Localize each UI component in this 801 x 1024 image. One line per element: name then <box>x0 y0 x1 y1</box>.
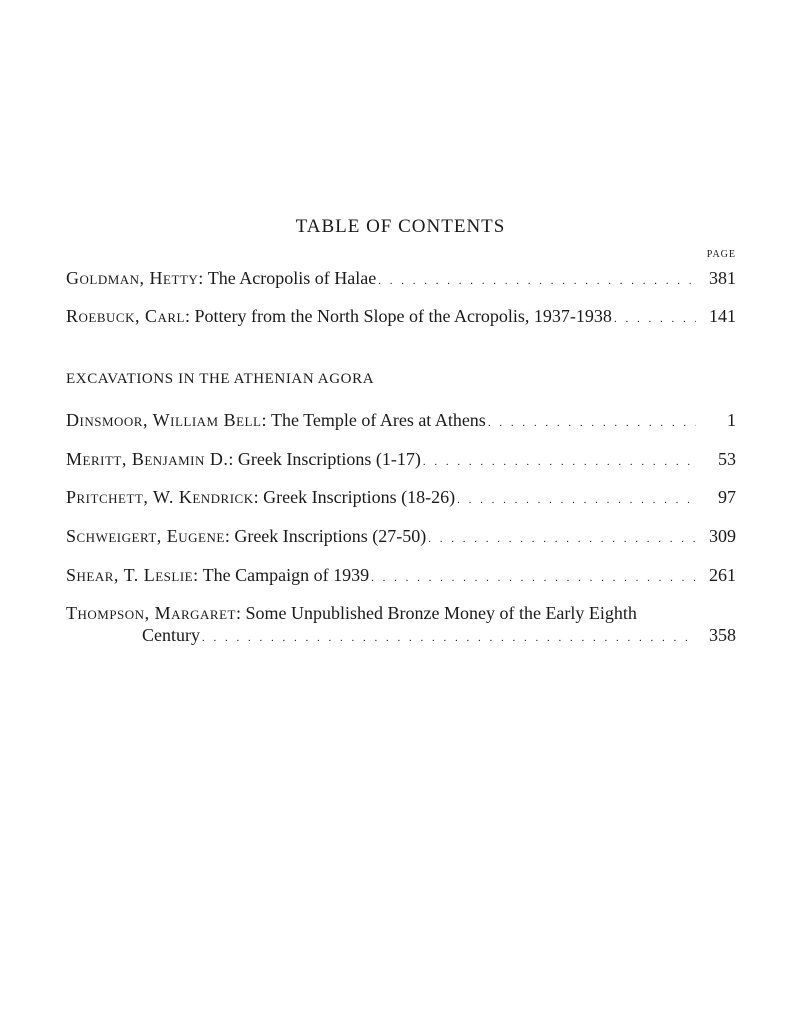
entry-author: Shear, T. Leslie <box>66 565 194 585</box>
entry-page-number: 309 <box>709 526 736 546</box>
entry-title: The Temple of Ares at Athens <box>270 410 486 430</box>
dot-leader <box>488 412 696 434</box>
dot-leader <box>371 567 696 589</box>
entry-author: Goldman, Hetty <box>66 268 199 288</box>
entry-page-number: 1 <box>727 410 736 430</box>
entry-author: Roebuck, Carl <box>66 306 185 326</box>
entry-author: Schweigert, Eugene <box>66 526 225 546</box>
entry-title-continuation: Century <box>142 625 200 645</box>
entry-title: The Campaign of 1939 <box>202 565 370 585</box>
dot-leader <box>423 451 696 473</box>
dot-leader <box>614 308 696 330</box>
dot-leader <box>378 270 696 292</box>
toc-entry: Dinsmoor, William Bell: The Temple of Ares at Athens . . . 1 <box>66 409 736 434</box>
toc-entry: Schweigert, Eugene: Greek Inscriptions (27-50) . . . 309 <box>66 525 736 550</box>
toc-entry: Pritchett, W. Kendrick: Greek Inscriptions (18-26) . . . 97 <box>66 486 736 511</box>
page-column-label: PAGE <box>706 249 736 260</box>
section-heading: EXCAVATIONS IN THE ATHENIAN AGORA <box>66 371 375 387</box>
entry-page-number: 358 <box>709 625 736 645</box>
entry-title: Greek Inscriptions (27-50) <box>234 526 427 546</box>
entry-page-number: 261 <box>709 565 736 585</box>
entry-author: Dinsmoor, William Bell <box>66 410 262 430</box>
dot-leader <box>428 528 696 550</box>
entry-author: Pritchett, W. Kendrick <box>66 487 254 507</box>
entry-page-number: 53 <box>718 449 736 469</box>
entry-page-number: 141 <box>709 306 736 326</box>
toc-entry: Roebuck, Carl: Pottery from the North Slope of the Acropolis, 1937-1938 . . . 141 <box>66 305 736 330</box>
entry-author: Meritt, Benjamin D. <box>66 449 229 469</box>
entry-title: Greek Inscriptions (18-26) <box>263 487 456 507</box>
page-title: TABLE OF CONTENTS <box>295 216 506 237</box>
entry-title: Pottery from the North Slope of the Acropolis, 1937-1938 <box>194 306 612 326</box>
entry-page-number: 381 <box>709 268 736 288</box>
toc-entry: Thompson, Margaret: Some Unpublished Bronze Money of the Early Eighth Century . . . 358 <box>66 602 736 649</box>
dot-leader <box>457 489 696 511</box>
toc-entry: Shear, T. Leslie: The Campaign of 1939 . . . 261 <box>66 564 736 589</box>
toc-entry: Meritt, Benjamin D.: Greek Inscriptions (1-17) . . . 53 <box>66 448 736 473</box>
dot-leader <box>202 627 696 649</box>
entry-title: Some Unpublished Bronze Money of the Early Eighth <box>245 603 637 623</box>
toc-entry: Goldman, Hetty: The Acropolis of Halae . . . 381 <box>66 267 736 292</box>
entry-title: The Acropolis of Halae <box>207 268 377 288</box>
entry-page-number: 97 <box>718 487 736 507</box>
entry-title: Greek Inscriptions (1-17) <box>237 449 421 469</box>
entry-author: Thompson, Margaret <box>66 603 236 623</box>
